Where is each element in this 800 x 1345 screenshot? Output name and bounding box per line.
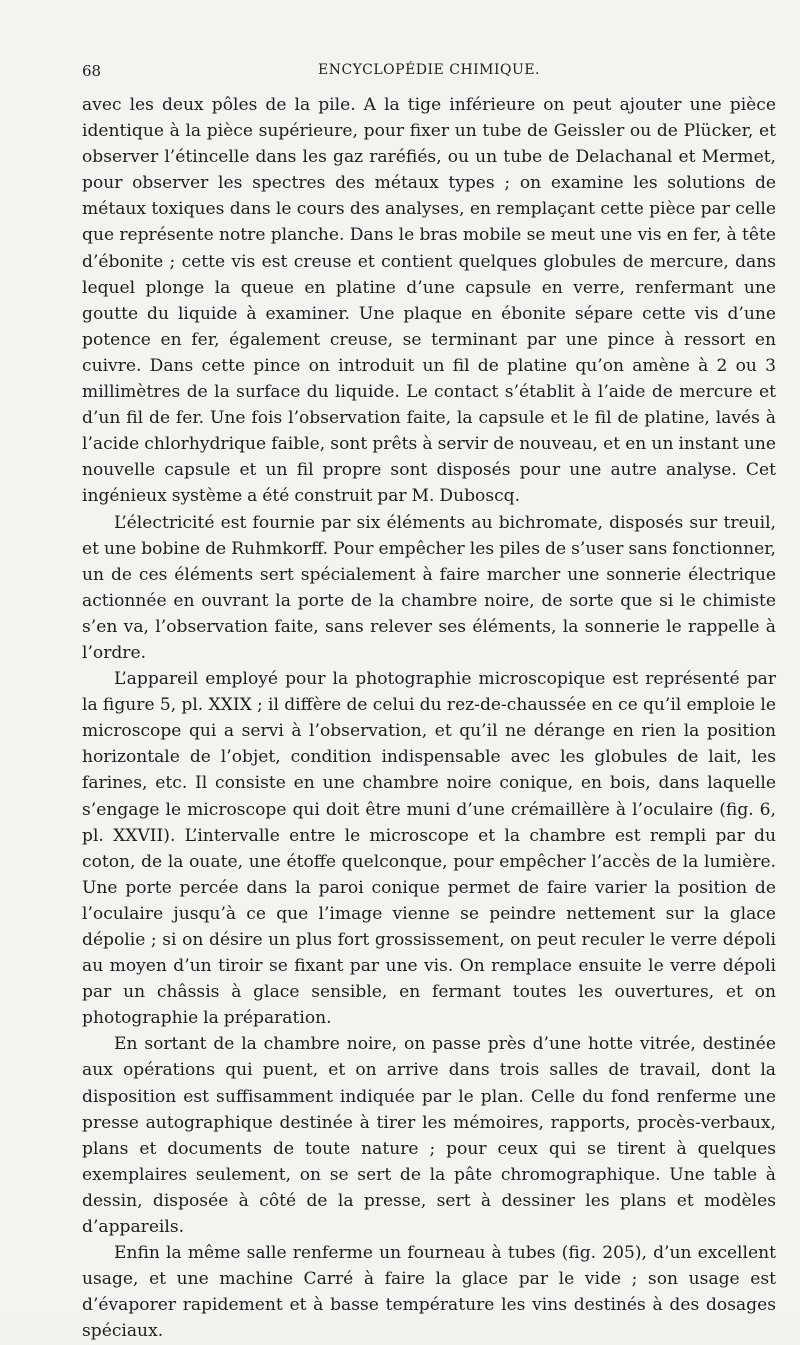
paragraph-1: avec les deux pôles de la pile. A la tige inférieure on peut ajouter une pièce identique à la pièce supérieure, pour fixer un tube de Geissler ou de Plücker, et observer l’étincelle dans les gaz raréfiés, ou un tube de Delachanal et Mermet, pour observer les spectres des métaux types ; on examine les solutions de métaux toxiques dans le cours des analyses, en remplaçant cette pièce par celle que représente notre planche. Dans le bras mobile se meut une vis en fer, à tête d’ébonite ; cette vis est creuse et contient quelques globules de mercure, dans lequel plonge la queue en platine d’une capsule en verre, renfermant une goutte du liquide à examiner. Une plaque en ébonite sépare cette vis d’une potence en fer, également creuse, se terminant par une pince à ressort en cuivre. Dans cette pince on introduit un fil de platine qu’on amène à 2 ou 3 millimètres de la surface du liquide. Le contact s’établit à l’aide de mercure et d’un fil de fer. Une fois l’observation faite, la capsule et le fil de platine, lavés à l’acide chlorhydrique faible, sont prêts à servir de nouveau, et en un instant une nouvelle capsule et un fil propre sont disposés pour une autre analyse. Cet ingénieux système a été construit par M. Duboscq. — [82, 95, 776, 507]
page-number: 68 — [82, 62, 102, 80]
paragraph-3: L’appareil employé pour la photographie microscopique est représenté par la figure 5, pl. XXIX ; il diffère de celui du rez-de-chaussée en ce qu’il emploie le microscope qui a servi à l’observation, et qu’il ne dérange en rien la position horizontale de l’objet, condition indispensable avec les globules de lait, les farines, etc. Il consiste en une chambre noire conique, en bois, dans laquelle s’engage le microscope qui doit être muni d’une crémaillère à l’oculaire (fig. 6, pl. XXVII). L’intervalle entre le microscope et la chambre est rempli par du coton, de la ouate, une étoffe quelconque, pour empêcher l’accès de la lumière. Une porte percée dans la paroi conique permet de faire varier la position de l’oculaire jusqu’à ce que l’image vienne se peindre nettement sur la glace dépolie ; si on désire un plus fort grossissement, on peut reculer le verre dépoli au moyen d’un tiroir se fixant par une vis. On remplace ensuite le verre dépoli par un châssis à glace sensible, en fermant toutes les ouvertures, et on photographie la préparation. — [82, 669, 776, 1029]
paragraph-2: L’électricité est fournie par six éléments au bichromate, disposés sur treuil, et une bobine de Ruhmkorff. Pour empêcher les piles de s’user sans fonctionner, un de ces éléments sert spécialement à faire marcher une sonnerie électrique actionnée en ouvrant la porte de la chambre noire, de sorte que si le chimiste s’en va, l’observation faite, sans relever ses éléments, la sonnerie le rappelle à l’ordre. — [82, 512, 776, 663]
body-text — [82, 92, 776, 1345]
paragraph-4: En sortant de la chambre noire, on passe près d’une hotte vitrée, destinée aux opérations qui puent, et on arrive dans trois salles de travail, dont la disposition est suffisamment indiquée par le plan. Celle du fond renferme une presse autographique destinée à tirer les mémoires, rapports, procès-verbaux, plans et documents de toute nature ; pour ceux qui se tirent à quelques exemplaires seulement, on se sert de la pâte chromographique. Une table à dessin, disposée à côté de la presse, sert à dessiner les plans et modèles d’appareils. — [82, 1034, 776, 1238]
running-title: ENCYCLOPÉDIE CHIMIQUE. — [318, 62, 540, 78]
page-header — [82, 62, 776, 88]
paragraph-5: Enfin la même salle renferme un fourneau à tubes (fig. 205), d’un excellent usage, et une machine Carré à faire la glace par le vide ; son usage est d’évaporer rapidement et à basse température les vins destinés à des dosages spéciaux. — [82, 1243, 776, 1342]
